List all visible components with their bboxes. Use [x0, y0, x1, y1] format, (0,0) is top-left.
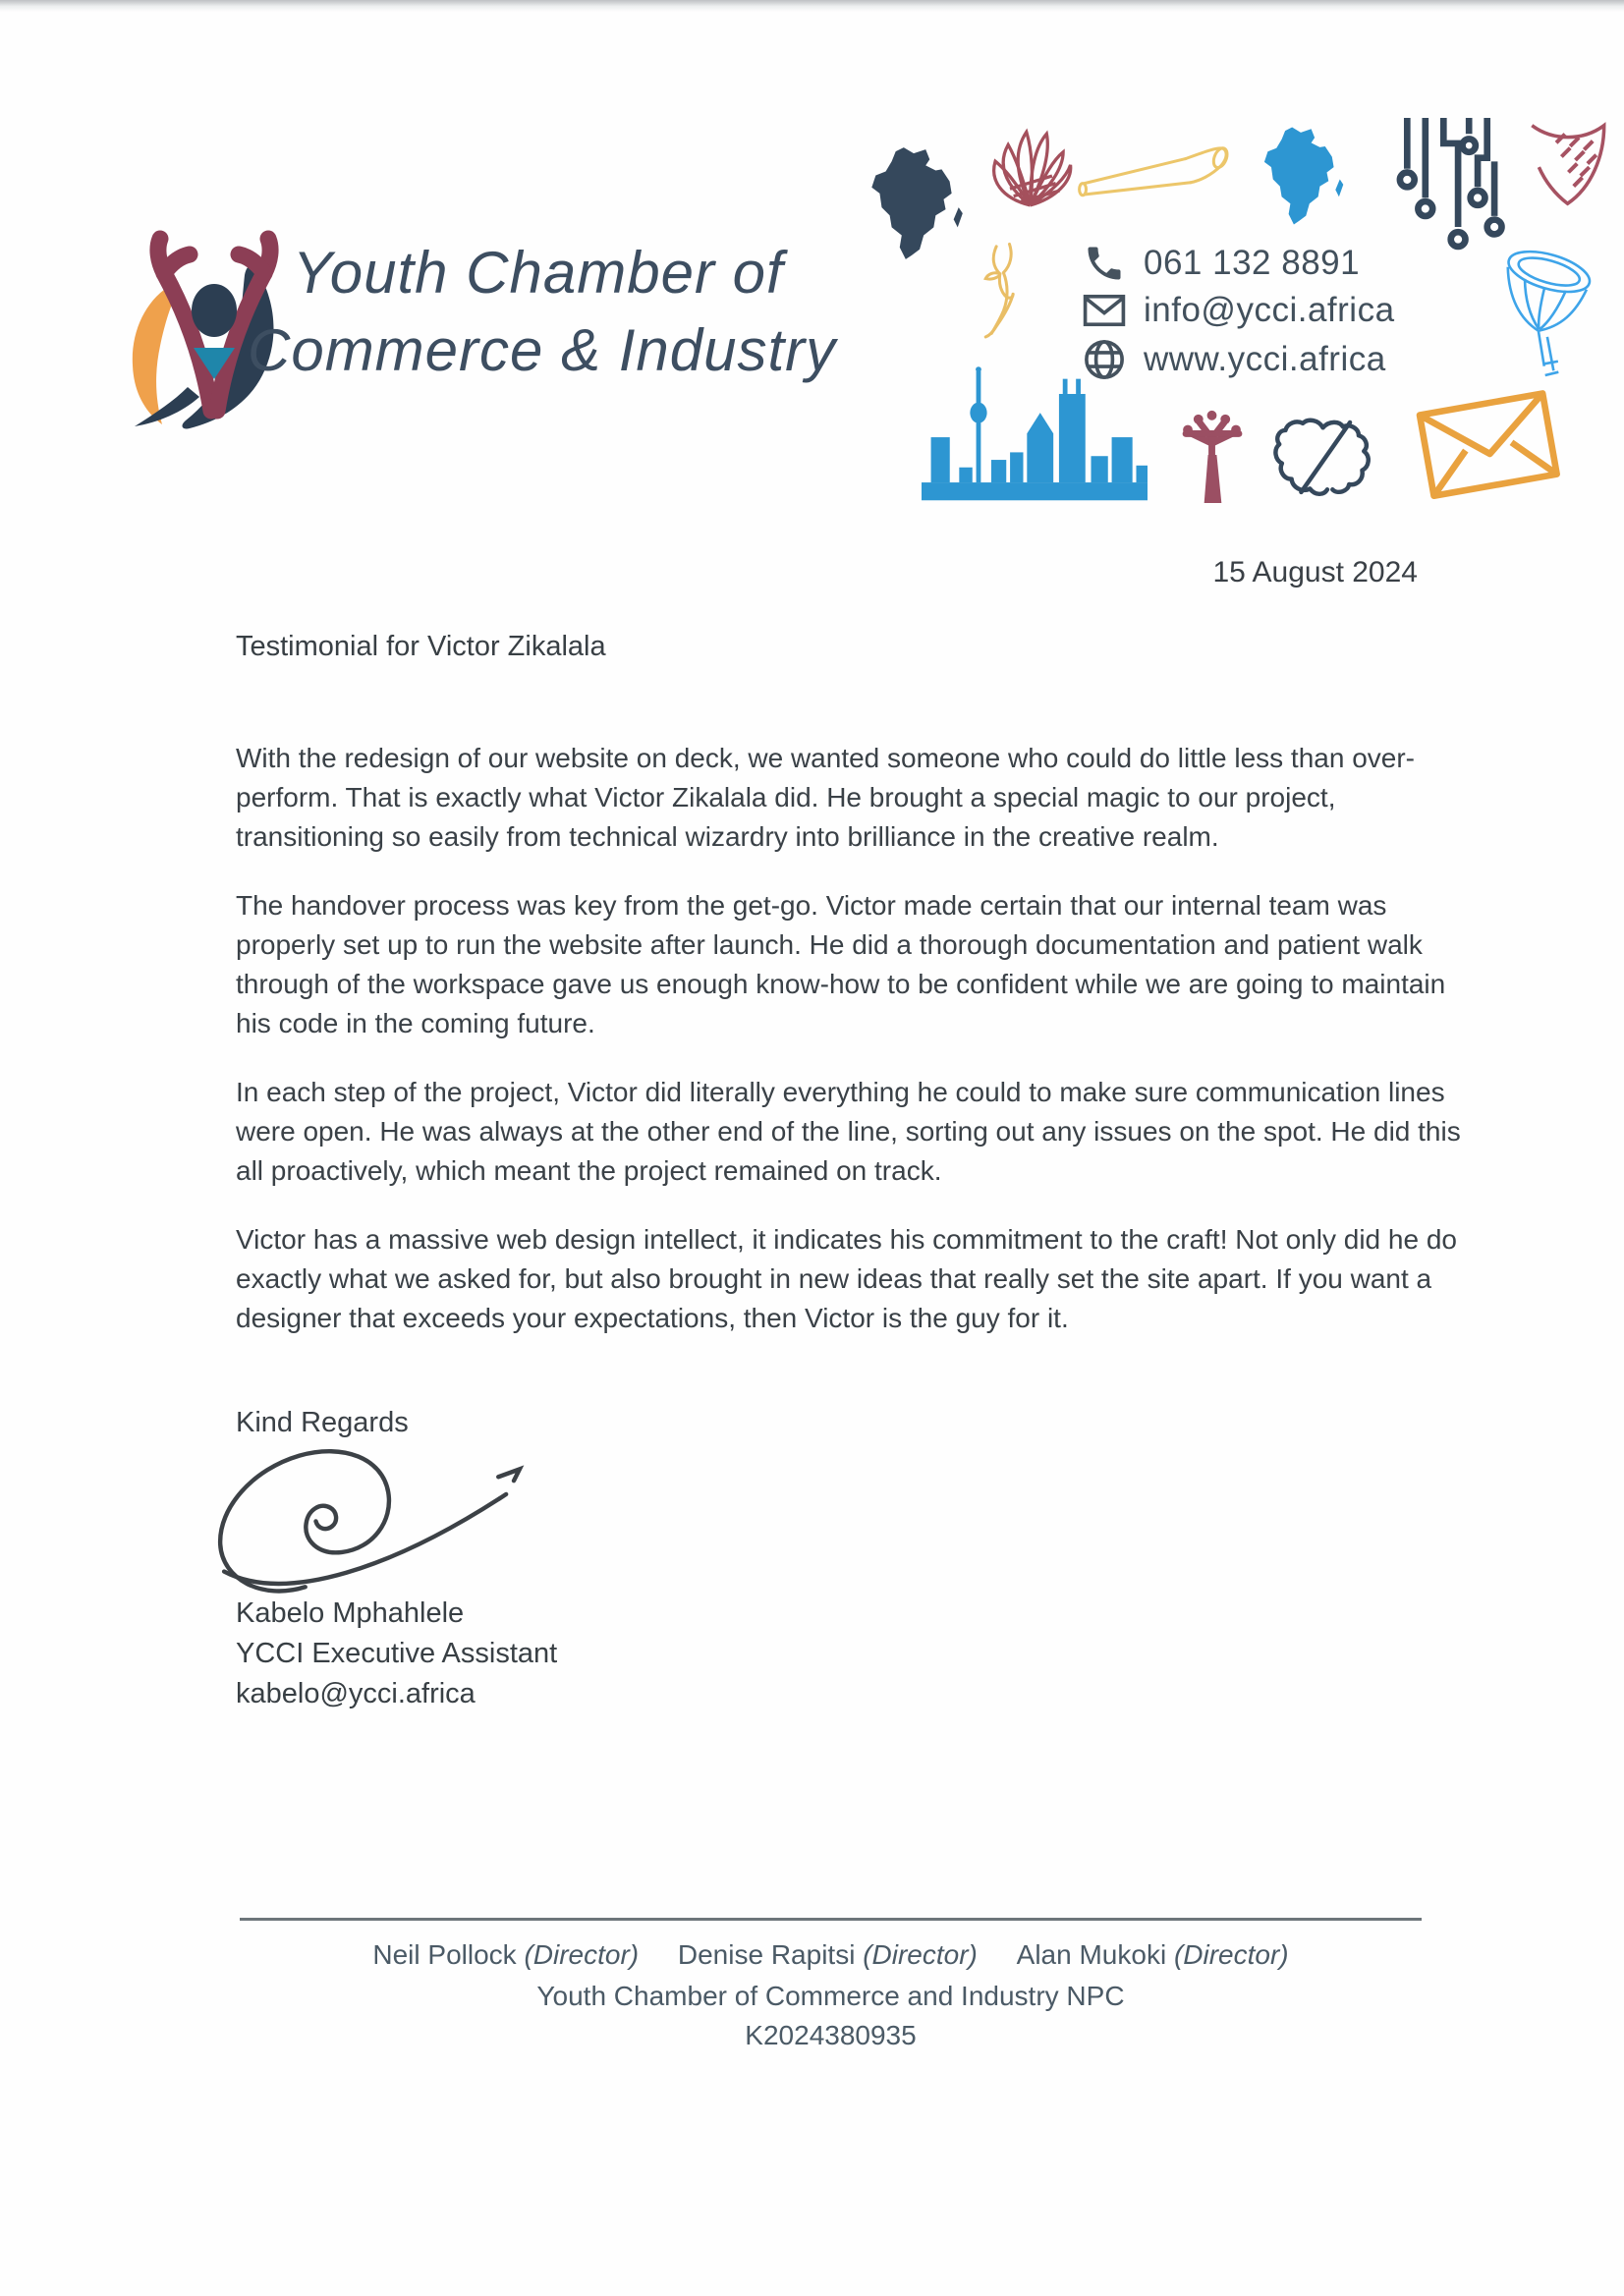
mail-icon	[1083, 293, 1126, 328]
signatory-title: YCCI Executive Assistant	[236, 1638, 558, 1669]
phone-icon	[1083, 242, 1126, 285]
paragraph-1: With the redesign of our website on deck, we wanted someone who could do little less than over-perform. That is exactly what Victor Zikalala did. He brought a special magic to our project, transitioning so easily from technical wizardry into brilliance in the creative realm.	[236, 743, 1415, 852]
contact-email-row	[1083, 291, 1395, 330]
director-1: Neil Pollock (Director)	[372, 1939, 640, 1970]
africa-map-navy-icon	[861, 143, 967, 263]
springbok-icon	[958, 242, 1044, 340]
letter-subject: Testimonial for Victor Zikalala	[236, 631, 606, 662]
protea-cup-blue-icon	[1491, 236, 1601, 385]
director-3: Alan Mukoki (Director)	[1016, 1939, 1289, 1970]
footer-registration: K2024380935	[745, 2020, 917, 2050]
letter-body	[236, 739, 1469, 1368]
baobab-tree-icon	[1165, 407, 1260, 503]
signatory-name: Kabelo Mphahlele	[236, 1597, 465, 1629]
footer-company: Youth Chamber of Commerce and Industry NPC	[536, 1981, 1125, 2011]
protea-flower-icon	[982, 124, 1079, 217]
envelope-outline-icon	[1399, 383, 1578, 509]
africa-map-blue-icon	[1246, 124, 1356, 228]
paragraph-3: In each step of the project, Victor did literally everything he could to make sure communication lines were open. He was always at the other end of the line, sorting out any issues on the spot. He did this all proactively, which meant the project remained on track.	[236, 1077, 1461, 1186]
brain-icon	[1273, 413, 1373, 501]
contact-phone-row	[1083, 242, 1360, 285]
contact-website: www.ycci.africa	[1144, 340, 1386, 378]
signatory-email: kabelo@ycci.africa	[236, 1678, 476, 1709]
shield-pattern-icon	[1527, 118, 1609, 210]
contact-phone: 061 132 8891	[1144, 244, 1361, 282]
contact-email: info@ycci.africa	[1144, 291, 1395, 329]
letter-date: 15 August 2024	[1212, 556, 1418, 588]
signatory-block	[236, 1594, 557, 1714]
footer-divider	[240, 1918, 1422, 1921]
footer-directors-line	[240, 1939, 1422, 1971]
paragraph-4: Victor has a massive web design intellect, it indicates his commitment to the craft! Not only did he do exactly what we asked for, but also brought in new ideas that really set the site apart. If you want a designer that exceeds your expectations, then Victor is the guy for it.	[236, 1224, 1457, 1333]
johannesburg-skyline-icon	[922, 354, 1148, 501]
logo-text-line1: Youth Chamber of	[293, 240, 784, 306]
paragraph-2: The handover process was key from the get-go. Victor made certain that our internal team was properly set up to run the website after launch. He did a thorough documentation and patient walk through of the workspace gave us enough know-how to be confident while we are going to maintain his code in the coming future.	[236, 890, 1446, 1038]
closing-salutation: Kind Regards	[236, 1407, 409, 1438]
logo-text-line2: Commerce & Industry	[248, 317, 837, 383]
handwritten-signature	[208, 1434, 537, 1603]
vuvuzela-icon	[1077, 143, 1234, 206]
director-2: Denise Rapitsi (Director)	[677, 1939, 978, 1970]
